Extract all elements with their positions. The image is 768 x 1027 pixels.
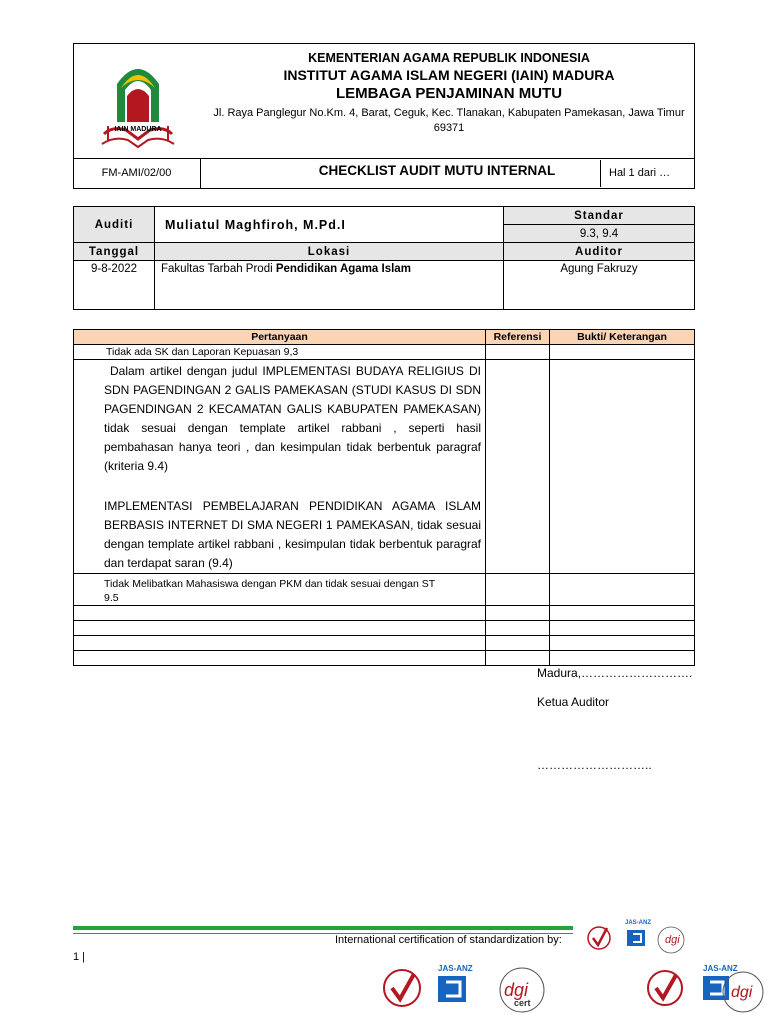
referensi-cell[interactable]: [486, 636, 550, 651]
bukti-cell[interactable]: [550, 651, 695, 666]
bukti-cell[interactable]: [550, 636, 695, 651]
bukti-cell[interactable]: [550, 345, 695, 360]
question-cell[interactable]: [74, 606, 486, 621]
table-row: [74, 574, 695, 606]
jas-anz-logo-right: JAS-ANZ: [703, 964, 738, 973]
jas-anz-logo: JAS-ANZ: [438, 964, 473, 973]
signature-name-line: ………………………..: [537, 758, 652, 772]
header-texts: [204, 50, 694, 136]
document-title: CHECKLIST AUDIT MUTU INTERNAL: [318, 163, 556, 178]
form-code: FM-AMI/02/00: [73, 158, 201, 189]
table-row: [74, 606, 695, 621]
question-cell[interactable]: [74, 621, 486, 636]
referensi-cell[interactable]: [486, 345, 550, 360]
col-pertanyaan: Pertanyaan: [74, 330, 486, 345]
cert-logos-right: [645, 962, 765, 1022]
lokasi-prefix: Fakultas Tarbah Prodi: [161, 263, 276, 275]
auditor-value: Agung Fakruzy: [504, 261, 695, 310]
cert-logo: cert: [514, 998, 531, 1008]
question-text-1: Dalam artikel dengan judul IMPLEMENTASI BUDAYA RELIGIUS DI SDN PAGENDINGAN 2 GALIS PAMEKASAN (STUDI KASUS DI SDN PAGENDINGAN 2 KECAMATAN GALIS KABUPATEN PAMEKASAN) tidak sesuai dengan template artikel rabbani , seperti hasil pembahasan hanya teori , dan kesimpulan tidak berbentuk paragraf (kriteria 9.4): [104, 364, 481, 473]
bukti-cell[interactable]: [550, 360, 695, 574]
auditor-label: Auditor: [504, 243, 695, 261]
question-text-2: IMPLEMENTASI PEMBELAJARAN PENDIDIKAN AGAMA ISLAM BERBASIS INTERNET DI SMA NEGERI 1 PAMEKASAN, tidak sesuai dengan template artikel rabbani , kesimpulan tidak berbentuk paragraf dan terdapat saran (9.4): [104, 499, 481, 570]
iain-logo: [74, 44, 202, 158]
referensi-cell[interactable]: [486, 621, 550, 636]
signature-place-date: Madura,……………………….: [537, 666, 693, 680]
cert-logos-small: [585, 920, 695, 960]
standar-value: 9.3, 9.4: [504, 225, 695, 243]
referensi-cell[interactable]: [486, 360, 550, 574]
signature-role: Ketua Auditor: [537, 695, 610, 709]
bukti-cell[interactable]: [550, 574, 695, 606]
question-cell: Tidak Melibatkan Mahasiswa dengan PKM dan tidak sesuai dengan ST 9.5: [74, 574, 486, 606]
dgi-small: dgi: [665, 934, 680, 946]
bukti-cell[interactable]: [550, 606, 695, 621]
question-cell: [74, 360, 486, 574]
audit-info-table: [73, 206, 695, 310]
table-row: [74, 651, 695, 666]
auditi-value: Muliatul Maghfiroh, M.Pd.I: [155, 207, 504, 243]
institute-name: INSTITUT AGAMA ISLAM NEGERI (IAIN) MADURA: [283, 67, 615, 83]
page-number: 1 |: [73, 951, 86, 963]
dgi-logo: dgi: [504, 980, 529, 1000]
cert-text: International certification of standardization by:: [335, 934, 562, 946]
footer-line: [73, 926, 573, 930]
page-info: Hal 1 dari …: [600, 160, 693, 187]
ministry-name: KEMENTERIAN AGAMA REPUBLIK INDONESIA: [308, 51, 590, 65]
col-referensi: Referensi: [486, 330, 550, 345]
bukti-cell[interactable]: [550, 621, 695, 636]
col-bukti: Bukti/ Keterangan: [550, 330, 695, 345]
referensi-cell[interactable]: [486, 651, 550, 666]
lokasi-bold: Pendidikan Agama Islam: [275, 263, 411, 275]
questions-table: [73, 329, 695, 666]
referensi-cell[interactable]: [486, 574, 550, 606]
lokasi-label: Lokasi: [155, 243, 504, 261]
jas-anz-small: JAS-ANZ: [625, 920, 652, 926]
logo-caption: IAIN MADURA: [114, 126, 162, 133]
tanggal-value: 9-8-2022: [74, 261, 155, 310]
lokasi-value: [155, 261, 504, 310]
question-cell: Tidak ada SK dan Laporan Kepuasan 9,3: [74, 345, 486, 360]
tanggal-label: Tanggal: [74, 243, 155, 261]
unit-name: LEMBAGA PENJAMINAN MUTU: [335, 85, 563, 102]
table-row: [74, 621, 695, 636]
auditi-label: Auditi: [74, 207, 155, 243]
dgi-logo-right: dgi: [731, 984, 753, 1001]
table-row: [74, 636, 695, 651]
address: Jl. Raya Panglegur No.Km. 4, Barat, Ceguk, Kec. Tlanakan, Kabupaten Pamekasan, Jawa Timur 69371: [213, 107, 685, 134]
table-row: [74, 345, 695, 360]
referensi-cell[interactable]: [486, 606, 550, 621]
question-cell[interactable]: [74, 636, 486, 651]
question-cell[interactable]: [74, 651, 486, 666]
table-row: [74, 360, 695, 574]
standar-label: Standar: [504, 207, 695, 225]
cert-logos-left: [380, 962, 560, 1022]
